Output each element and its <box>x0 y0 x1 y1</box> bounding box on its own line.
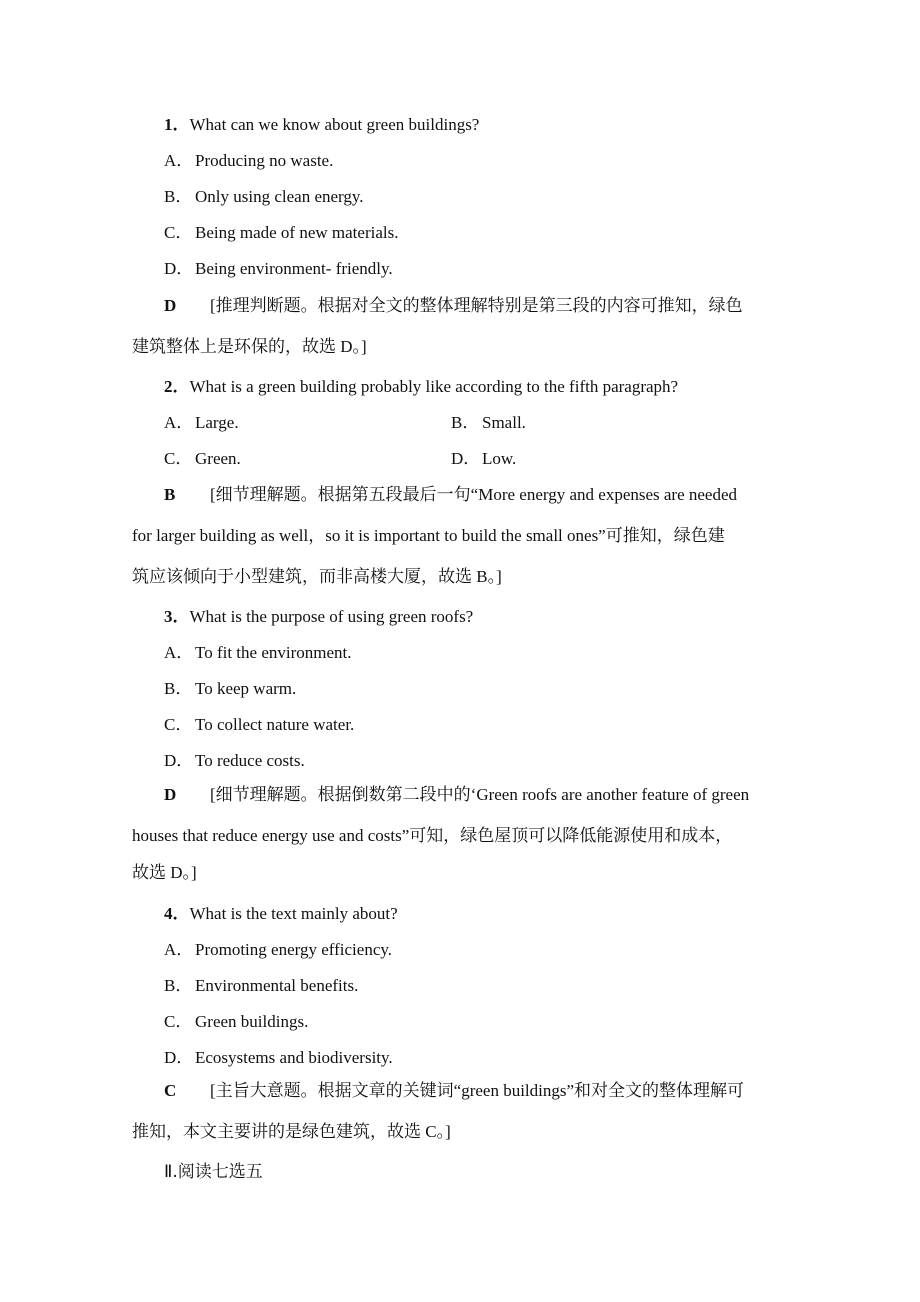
explanation-text: [推理判断题。根据对全文的整体理解特别是第三段的内容可推知，绿色 <box>210 296 743 315</box>
question-1-option-d <box>164 258 393 280</box>
question-2-option-d <box>451 448 516 470</box>
explanation-text: [细节理解题。根据倒数第二段中的‘Green roofs are another feature of green <box>210 785 750 804</box>
question-4-option-a <box>164 939 392 961</box>
answer-letter: D <box>164 785 177 804</box>
option-letter: D． <box>451 449 481 468</box>
option-letter: D． <box>164 1048 194 1067</box>
answer-letter: D <box>164 296 177 315</box>
option-text: Ecosystems and biodiversity. <box>195 1048 393 1067</box>
explanation-text: [细节理解题。根据第五段最后一句“More energy and expenses are needed <box>210 485 738 504</box>
option-text: Small. <box>482 413 526 432</box>
option-text: Green. <box>195 449 241 468</box>
option-letter: D． <box>164 751 194 770</box>
option-text: Green buildings. <box>195 1012 309 1031</box>
question-number: 1． <box>164 115 190 134</box>
option-letter: A． <box>164 151 194 170</box>
option-text: Only using clean energy. <box>195 187 364 206</box>
question-text: What is a green building probably like according to the fifth paragraph? <box>189 377 679 396</box>
question-3-explanation-line-1 <box>164 784 749 806</box>
question-2-explanation-line-2: for larger building as well，so it is important to build the small ones”可推知，绿色建 <box>132 526 725 545</box>
question-text: What is the purpose of using green roofs? <box>189 607 474 626</box>
question-2-option-b <box>451 412 526 434</box>
answer-letter: B <box>164 485 176 504</box>
section-heading: Ⅱ.阅读七选五 <box>164 1162 263 1182</box>
question-4-option-c <box>164 1011 308 1033</box>
question-3-explanation-line-2: houses that reduce energy use and costs”可知，绿色屋顶可以降低能源使用和成本， <box>132 826 733 845</box>
question-1-option-a <box>164 150 333 172</box>
question-1-option-b <box>164 186 364 208</box>
question-2-explanation-line-1 <box>164 484 737 506</box>
question-1-explanation-line-1 <box>164 295 743 317</box>
question-3-option-d <box>164 750 305 772</box>
question-number: 3． <box>164 607 190 626</box>
option-text: Promoting energy efficiency. <box>195 940 393 959</box>
option-letter: A． <box>164 940 194 959</box>
option-letter: A． <box>164 643 194 662</box>
option-letter: C． <box>164 715 193 734</box>
option-text: Producing no waste. <box>195 151 334 170</box>
option-letter: A． <box>164 413 194 432</box>
option-text: Environmental benefits. <box>195 976 359 995</box>
question-4-stem <box>164 903 398 925</box>
option-letter: C． <box>164 449 193 468</box>
option-text: To reduce costs. <box>195 751 305 770</box>
question-3-explanation-line-3: 故选 D。] <box>132 863 197 882</box>
option-letter: D． <box>164 259 194 278</box>
question-2-explanation-line-3: 筑应该倾向于小型建筑，而非高楼大厦，故选 B。] <box>132 567 502 586</box>
option-text: To keep warm. <box>195 679 297 698</box>
option-text: Being environment- friendly. <box>195 259 393 278</box>
question-text: What can we know about green buildings? <box>189 115 480 134</box>
question-1-option-c <box>164 222 398 244</box>
question-number: 2． <box>164 377 190 396</box>
option-letter: B． <box>164 976 193 995</box>
answer-letter: C <box>164 1081 177 1100</box>
option-letter: B． <box>451 413 480 432</box>
question-2-option-a <box>164 412 239 434</box>
option-text: Low. <box>482 449 517 468</box>
question-4-option-b <box>164 975 358 997</box>
question-4-explanation-line-1 <box>164 1080 744 1102</box>
option-text: Large. <box>195 413 239 432</box>
option-letter: C． <box>164 1012 193 1031</box>
question-number: 4． <box>164 904 190 923</box>
option-text: Being made of new materials. <box>195 223 399 242</box>
question-1-explanation-line-2: 建筑整体上是环保的，故选 D。] <box>132 337 367 356</box>
question-2-option-c <box>164 448 241 470</box>
question-3-option-b <box>164 678 296 700</box>
question-2-stem <box>164 376 678 398</box>
question-4-option-d <box>164 1047 393 1069</box>
option-letter: C． <box>164 223 193 242</box>
question-text: What is the text mainly about? <box>189 904 398 923</box>
question-4-explanation-line-2: 推知，本文主要讲的是绿色建筑，故选 C。] <box>132 1122 451 1141</box>
question-3-stem <box>164 606 473 628</box>
question-3-option-a <box>164 642 352 664</box>
option-text: To collect nature water. <box>195 715 355 734</box>
question-1-stem <box>164 114 479 136</box>
option-letter: B． <box>164 187 193 206</box>
explanation-text: [主旨大意题。根据文章的关键词“green buildings”和对全文的整体理解可 <box>210 1081 745 1100</box>
option-text: To fit the environment. <box>195 643 352 662</box>
option-letter: B． <box>164 679 193 698</box>
question-3-option-c <box>164 714 354 736</box>
